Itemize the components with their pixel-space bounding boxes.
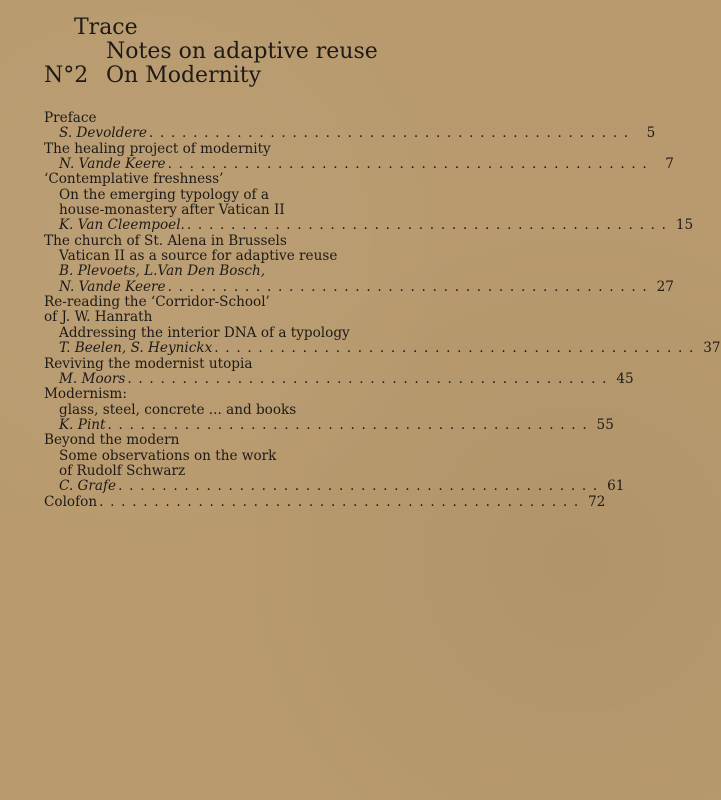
- toc-line: [44, 203, 366, 218]
- toc-line: [44, 295, 366, 310]
- toc-entry-with-page: [44, 493, 606, 510]
- toc-page-number: 37: [703, 340, 721, 357]
- toc-page-number: 27: [656, 278, 674, 295]
- toc-author: N. Vande Keere: [59, 278, 166, 295]
- toc-title-text: glass, steel, concrete ... and books: [59, 401, 297, 418]
- toc-leader-dots: . . . . . . . . . . . . . . . . . . . . . . . . . . . . . . . . . . . . . . . . . . . .: [167, 156, 648, 173]
- toc-entry-with-page: [44, 478, 625, 495]
- series-name: Trace: [74, 15, 138, 40]
- toc-line: [44, 249, 366, 264]
- toc-leader-dots: . . . . . . . . . . . . . . . . . . . . . . . . . . . . . . . . . . . . . . . . . . . .: [167, 278, 648, 295]
- toc-entry-with-page: [44, 416, 614, 433]
- subtitle: Notes on adaptive reuse: [106, 39, 378, 64]
- toc-author: C. Grafe: [59, 478, 117, 495]
- toc-leader-dots: . . . . . . . . . . . . . . . . . . . . . . . . . . . . . . . . . . . . . . . . . . . .: [214, 340, 695, 357]
- toc-author: B. Plevoets, L.Van Den Bosch,: [59, 263, 266, 280]
- toc-title-text: Addressing the interior DNA of a typology: [59, 324, 350, 341]
- toc-title-text: Re-reading the ‘Corridor-School’: [44, 294, 270, 311]
- toc-line: [44, 142, 366, 157]
- toc-title-text: Some observations on the work: [59, 447, 277, 464]
- toc-title-text: Reviving the modernist utopia: [44, 355, 253, 372]
- toc-author: S. Devoldere: [59, 125, 147, 142]
- toc-title-text: Beyond the modern: [44, 432, 180, 449]
- toc-title-text: Colofon: [44, 493, 98, 510]
- toc-title-text: On the emerging typology of a: [59, 186, 270, 203]
- toc-line: [44, 449, 366, 464]
- toc-entry-with-page: [44, 340, 721, 357]
- toc-title-text: of J. W. Hanrath: [44, 309, 153, 326]
- toc-author: M. Moors: [59, 370, 126, 387]
- toc-leader-dots: . . . . . . . . . . . . . . . . . . . . . . . . . . . . . . . . . . . . . . . . . . . .: [148, 125, 630, 142]
- toc-line: [44, 188, 366, 203]
- toc-title-text: Modernism:: [44, 386, 127, 403]
- toc-line: [44, 357, 366, 372]
- toc-page-number: 5: [646, 125, 656, 142]
- toc-line: [44, 403, 366, 418]
- toc-author: N. Vande Keere: [59, 156, 166, 173]
- toc-leader-dots: . . . . . . . . . . . . . . . . . . . . . . . . . . . . . . . . . . . . . . . . . . . .: [127, 370, 608, 387]
- toc-leader-dots: . . . . . . . . . . . . . . . . . . . . . . . . . . . . . . . . . . . . . . . . . . . .: [118, 478, 599, 495]
- toc-line: [44, 111, 366, 126]
- toc-line: [44, 387, 366, 402]
- toc-entry-with-page: [44, 278, 674, 295]
- toc-page-number: 72: [588, 493, 606, 510]
- title-block: [44, 16, 378, 88]
- table-of-contents: [44, 110, 721, 510]
- toc-leader-dots: . . . . . . . . . . . . . . . . . . . . . . . . . . . . . . . . . . . . . . . . . . . .: [107, 416, 588, 433]
- toc-leader-dots: . . . . . . . . . . . . . . . . . . . . . . . . . . . . . . . . . . . . . . . . . . . .: [99, 493, 580, 510]
- toc-entry-with-page: [44, 156, 674, 173]
- toc-line: [44, 433, 366, 448]
- toc-title-text: ‘Contemplative freshness’: [44, 171, 224, 188]
- issue-line: [44, 64, 378, 88]
- toc-author: K. Pint: [59, 416, 106, 433]
- toc-title-text: Vatican II as a source for adaptive reuse: [59, 248, 338, 265]
- toc-page-number: 61: [607, 478, 625, 495]
- toc-title-text: house-monastery after Vatican II: [59, 202, 285, 219]
- toc-author: K. Van Cleempoel.: [59, 217, 185, 234]
- toc-line: [44, 464, 366, 479]
- toc-line: [44, 172, 366, 187]
- issue-number: N°2: [44, 63, 89, 88]
- toc-line: [44, 264, 366, 279]
- toc-line: [44, 326, 366, 341]
- toc-leader-dots: . . . . . . . . . . . . . . . . . . . . . . . . . . . . . . . . . . . . . . . . . . . .: [186, 217, 668, 234]
- issue-title: On Modernity: [106, 63, 262, 88]
- toc-line: [44, 234, 366, 249]
- toc-page-number: 15: [675, 217, 694, 234]
- toc-page-number: 7: [665, 156, 674, 173]
- toc-title-text: The church of St. Alena in Brussels: [44, 232, 287, 249]
- toc-title-text: Preface: [44, 110, 97, 126]
- toc-line: [44, 310, 366, 325]
- toc-page-number: 45: [616, 370, 634, 387]
- toc-title-text: The healing project of modernity: [44, 140, 271, 157]
- toc-entry-with-page: [44, 370, 634, 387]
- toc-title-text: of Rudolf Schwarz: [59, 462, 186, 479]
- toc-entry-with-page: [44, 217, 694, 234]
- toc-entry-with-page: [44, 125, 656, 142]
- toc-page-number: 55: [596, 416, 614, 433]
- toc-author: T. Beelen, S. Heynickx: [59, 340, 213, 357]
